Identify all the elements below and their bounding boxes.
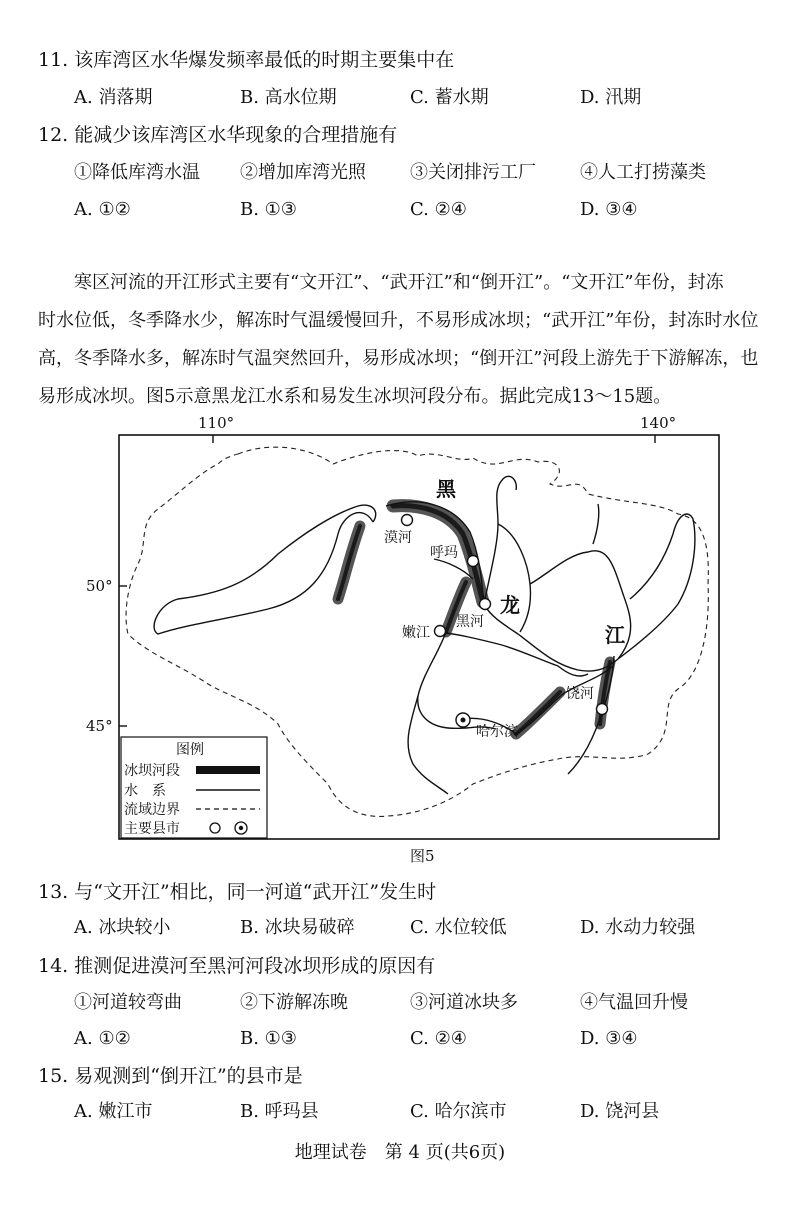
question-15-stem: 15. 易观测到“倒开江”的县市是 <box>38 1065 303 1087</box>
city-huma-label: 呼玛 <box>430 545 458 561</box>
map-legend <box>121 737 267 838</box>
q12-option-d[interactable]: D. ③④ <box>580 199 638 220</box>
q13-option-b[interactable]: B. 冰块易破碎 <box>240 917 355 938</box>
q13-option-a[interactable]: A. 冰块较小 <box>74 917 171 938</box>
question-11-stem: 11. 该库湾区水华爆发频率最低的时期主要集中在 <box>38 49 455 71</box>
passage-line-1: 寒区河流的开江形式主要有“文开江”、“武开江”和“倒开江”。“文开江”年份，封冻 <box>74 272 724 293</box>
question-13-stem: 13. 与“文开江”相比，同一河道“武开江”发生时 <box>38 881 437 903</box>
q15-option-b[interactable]: B. 呼玛县 <box>240 1101 319 1122</box>
lon-label-140: 140° <box>640 414 677 432</box>
q14-option-a[interactable]: A. ①② <box>74 1028 131 1049</box>
q11-option-c[interactable]: C. 蓄水期 <box>410 87 489 108</box>
q14-option-b[interactable]: B. ①③ <box>240 1028 297 1049</box>
q12-choice-4: ④人工打捞藻类 <box>580 162 706 183</box>
legend-ice-dam-swatch <box>196 766 260 774</box>
legend-boundary-label: 流域边界 <box>124 802 180 818</box>
figure-caption: 图5 <box>410 847 435 865</box>
river-name-char-2: 龙 <box>500 593 520 617</box>
q15-option-a[interactable]: A. 嫩江市 <box>74 1101 153 1122</box>
passage-line-3: 高，冬季降水多，解冻时气温突然回升，易形成冰坝；“倒开江”河段上游先于下游解冻，也 <box>38 348 759 369</box>
question-12-stem: 12. 能减少该库湾区水华现象的合理措施有 <box>38 124 398 146</box>
legend-city-label: 主要县市 <box>124 821 180 837</box>
q15-option-d[interactable]: D. 饶河县 <box>580 1101 660 1122</box>
q14-choice-4: ④气温回升慢 <box>580 992 688 1013</box>
city-mohe-label: 漠河 <box>384 530 412 546</box>
passage-line-2: 时水位低，冬季降水少，解冻时气温缓慢回升，不易形成冰坝；“武开江”年份，封冻时水位 <box>38 310 759 331</box>
q12-option-b[interactable]: B. ①③ <box>240 199 297 220</box>
lat-label-45: 45° <box>86 717 113 735</box>
city-harbin-label: 哈尔滨 <box>476 724 518 740</box>
passage-line-4: 易形成冰坝。图5示意黑龙江水系和易发生冰坝河段分布。据此完成13～15题。 <box>38 386 672 407</box>
q13-option-d[interactable]: D. 水动力较强 <box>580 917 696 938</box>
legend-river-label: 水 系 <box>124 783 166 799</box>
q14-option-c[interactable]: C. ②④ <box>410 1028 467 1049</box>
q14-choice-2: ②下游解冻晚 <box>240 992 348 1013</box>
q11-option-b[interactable]: B. 高水位期 <box>240 87 337 108</box>
q14-choice-3: ③河道冰块多 <box>410 992 518 1013</box>
q15-option-c[interactable]: C. 哈尔滨市 <box>410 1101 507 1122</box>
legend-title: 图例 <box>176 742 204 758</box>
q12-choice-3: ③关闭排污工厂 <box>410 162 536 183</box>
lat-label-50: 50° <box>86 577 113 595</box>
q12-option-a[interactable]: A. ①② <box>74 199 131 220</box>
q11-option-d[interactable]: D. 汛期 <box>580 87 642 108</box>
legend-ice-dam-label: 冰坝河段 <box>124 763 180 779</box>
city-heihe-label: 黑河 <box>456 614 484 630</box>
city-raohe-label: 饶河 <box>566 686 594 702</box>
q12-option-c[interactable]: C. ②④ <box>410 199 467 220</box>
city-nenjiang-label: 嫩江 <box>402 625 430 641</box>
q12-choice-2: ②增加库湾光照 <box>240 162 366 183</box>
q14-option-d[interactable]: D. ③④ <box>580 1028 638 1049</box>
question-14-stem: 14. 推测促进漠河至黑河河段冰坝形成的原因有 <box>38 955 436 977</box>
legend-county-symbol <box>210 823 220 833</box>
legend-city-dot <box>239 826 243 830</box>
q13-option-c[interactable]: C. 水位较低 <box>410 917 507 938</box>
river-name-char-3: 江 <box>605 623 625 647</box>
lon-label-110: 110° <box>198 414 235 432</box>
page-footer: 地理试卷 第 4 页(共6页) <box>294 1142 506 1163</box>
q12-choice-1: ①降低库湾水温 <box>74 162 200 183</box>
q11-option-a[interactable]: A. 消落期 <box>74 87 153 108</box>
river-name-char-1: 黑 <box>436 477 456 501</box>
heilongjiang-basin-map <box>118 434 720 840</box>
passage <box>38 264 768 416</box>
q14-choice-1: ①河道较弯曲 <box>74 992 182 1013</box>
